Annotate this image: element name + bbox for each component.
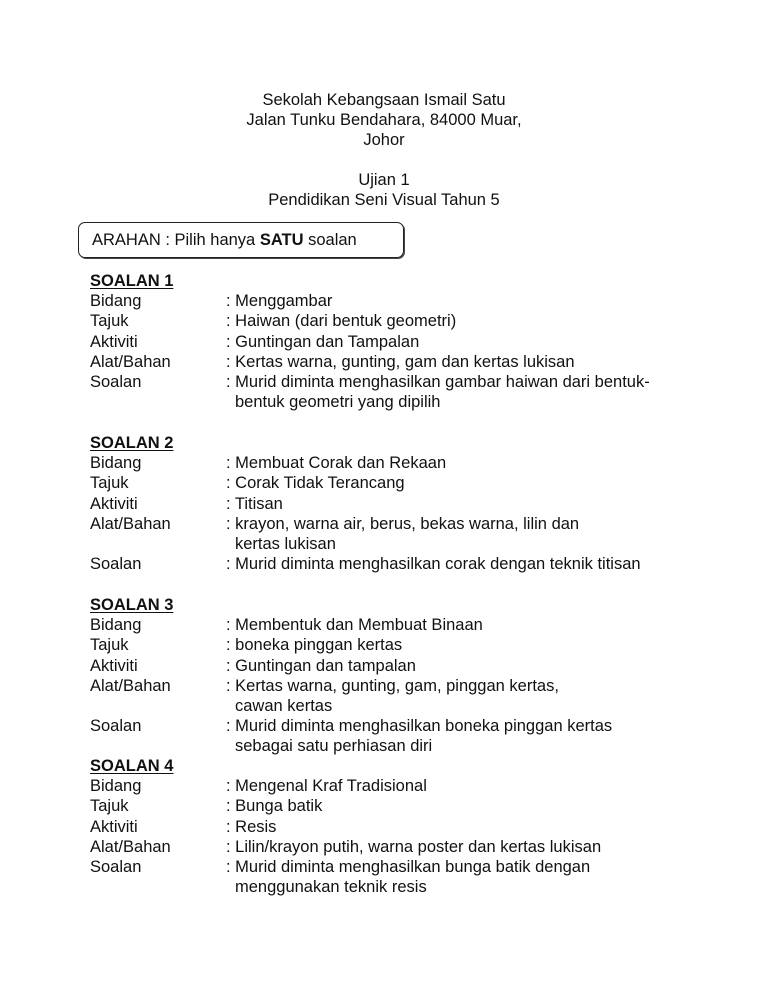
- row-value: : Guntingan dan tampalan: [226, 656, 416, 675]
- instruction-emphasis: SATU: [259, 231, 304, 249]
- question-row-soalan: [90, 716, 710, 756]
- instruction-suffix: soalan: [303, 231, 357, 249]
- document-header: [0, 90, 768, 210]
- row-value: : Murid diminta menghasilkan gambar haiwan dari bentuk-: [226, 373, 650, 392]
- question-title: SOALAN 2: [90, 434, 174, 452]
- question-row-bidang: [90, 453, 710, 473]
- row-label: Soalan: [90, 555, 142, 574]
- row-value-continuation: sebagai satu perhiasan diri: [235, 737, 433, 756]
- row-label: Soalan: [90, 373, 142, 392]
- row-label: Bidang: [90, 292, 142, 311]
- row-label: Tajuk: [90, 312, 129, 331]
- row-label: Bidang: [90, 777, 142, 796]
- row-label: Tajuk: [90, 636, 129, 655]
- row-value: : Kertas warna, gunting, gam dan kertas lukisan: [226, 352, 575, 371]
- row-value-wrap: [226, 676, 710, 716]
- question-row-soalan: [90, 554, 710, 574]
- row-value: : krayon, warna air, berus, bekas warna, lilin dan: [226, 514, 580, 533]
- row-label: Bidang: [90, 454, 142, 473]
- question-row-alat-bahan: [90, 352, 710, 372]
- question-row-aktiviti: [90, 817, 710, 837]
- row-label: Bidang: [90, 616, 142, 635]
- question-row-aktiviti: [90, 494, 710, 514]
- row-label: Aktiviti: [90, 656, 138, 675]
- row-value: : Guntingan dan Tampalan: [226, 332, 420, 351]
- row-value-continuation: cawan kertas: [235, 697, 333, 716]
- question-row-tajuk: [90, 635, 710, 655]
- school-name: Sekolah Kebangsaan Ismail Satu: [262, 91, 506, 109]
- row-value-wrap: [226, 372, 710, 412]
- row-label: Aktiviti: [90, 332, 138, 351]
- question-row-bidang: [90, 291, 710, 311]
- question-title: SOALAN 4: [90, 757, 174, 775]
- row-value-continuation: bentuk geometri yang dipilih: [235, 393, 441, 412]
- question-row-soalan: [90, 857, 710, 897]
- exam-title: Ujian 1: [358, 171, 410, 189]
- row-label: Alat/Bahan: [90, 352, 171, 371]
- row-value: : Mengenal Kraf Tradisional: [226, 777, 427, 796]
- row-value: : boneka pinggan kertas: [226, 636, 403, 655]
- row-label: Aktiviti: [90, 494, 138, 513]
- question-4: [90, 756, 710, 897]
- row-value: : Titisan: [226, 494, 283, 513]
- row-value-continuation: menggunakan teknik resis: [235, 878, 427, 897]
- row-value-wrap: [226, 514, 710, 554]
- question-3: [90, 595, 710, 757]
- question-2: [90, 433, 710, 574]
- row-value: : Bunga batik: [226, 797, 323, 816]
- row-value: : Lilin/krayon putih, warna poster dan kertas lukisan: [226, 837, 602, 856]
- row-value-continuation: kertas lukisan: [235, 535, 336, 554]
- question-row-tajuk: [90, 796, 710, 816]
- row-label: Alat/Bahan: [90, 676, 171, 695]
- question-row-alat-bahan: [90, 514, 710, 554]
- question-row-bidang: [90, 615, 710, 635]
- row-value: : Menggambar: [226, 292, 333, 311]
- row-value: : Haiwan (dari bentuk geometri): [226, 312, 457, 331]
- question-row-tajuk: [90, 311, 710, 331]
- question-row-soalan: [90, 372, 710, 412]
- school-state: Johor: [363, 131, 405, 149]
- instruction-prefix: ARAHAN : Pilih hanya: [92, 231, 260, 249]
- row-label: Tajuk: [90, 474, 129, 493]
- row-value: : Murid diminta menghasilkan bunga batik dengan: [226, 858, 591, 877]
- question-row-tajuk: [90, 473, 710, 493]
- question-title: SOALAN 1: [90, 272, 174, 290]
- row-label: Alat/Bahan: [90, 837, 171, 856]
- row-value: : Kertas warna, gunting, gam, pinggan kertas,: [226, 676, 559, 695]
- question-row-alat-bahan: [90, 837, 710, 857]
- row-value: : Murid diminta menghasilkan boneka pinggan kertas: [226, 717, 613, 736]
- question-title: SOALAN 3: [90, 596, 174, 614]
- instruction-box: [78, 222, 404, 258]
- row-value: : Membentuk dan Membuat Binaan: [226, 616, 483, 635]
- question-row-aktiviti: [90, 656, 710, 676]
- row-value: : Membuat Corak dan Rekaan: [226, 454, 447, 473]
- question-1: [90, 271, 710, 412]
- question-row-bidang: [90, 776, 710, 796]
- row-label: Soalan: [90, 858, 142, 877]
- row-value-wrap: [226, 857, 710, 897]
- question-row-aktiviti: [90, 332, 710, 352]
- row-value: : Resis: [226, 817, 277, 836]
- row-label: Tajuk: [90, 797, 129, 816]
- row-label: Alat/Bahan: [90, 514, 171, 533]
- row-value: : Murid diminta menghasilkan corak dengan teknik titisan: [226, 555, 641, 574]
- row-label: Soalan: [90, 717, 142, 736]
- subject-title: Pendidikan Seni Visual Tahun 5: [268, 191, 500, 209]
- school-address: Jalan Tunku Bendahara, 84000 Muar,: [246, 111, 522, 129]
- row-value: : Corak Tidak Terancang: [226, 474, 405, 493]
- row-label: Aktiviti: [90, 817, 138, 836]
- question-row-alat-bahan: [90, 676, 710, 716]
- row-value-wrap: [226, 716, 710, 756]
